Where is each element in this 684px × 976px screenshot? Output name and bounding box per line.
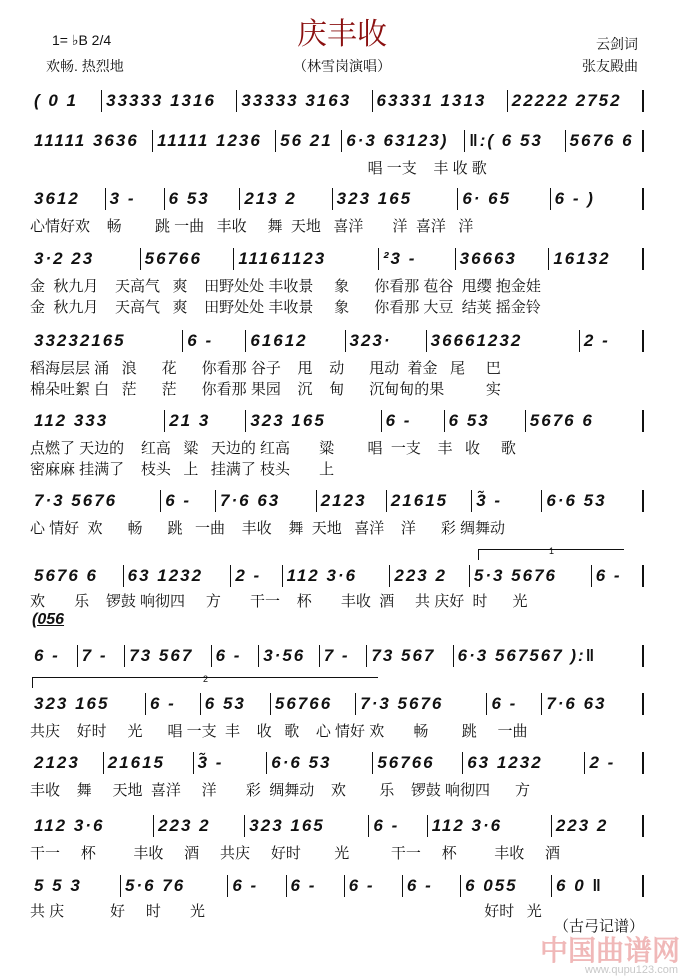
lyric-line: 共 庆 好 时 光 好时 光 xyxy=(30,903,542,920)
measure: 73 567 xyxy=(367,645,453,667)
lyric-line: 稻海层层 涌 浪 花 你看那 谷子 甩 动 甩动 着金 尾 巴 xyxy=(30,360,501,377)
measure: 16132 xyxy=(549,248,644,270)
measure: 63 1232 xyxy=(124,565,232,587)
tempo-marking: 欢畅. 热烈地 xyxy=(46,58,124,74)
song-title: 庆丰收 xyxy=(297,18,387,51)
notation-row xyxy=(30,248,644,270)
measure: 21 3 xyxy=(165,410,246,432)
lyric-line: 丰收 舞 天地 喜洋 洋 彩 绸舞动 欢 乐 锣鼓 响彻四 方 xyxy=(30,782,531,799)
lyric-line: 棉朵吐絮 白 茫 茫 你看那 果园 沉 甸 沉甸甸的果 实 xyxy=(30,381,501,398)
notation-row xyxy=(30,815,644,837)
measure: 7 - xyxy=(320,645,368,667)
measure: 6 - xyxy=(183,330,246,352)
lyric-line: 心情好欢 畅 跳 一曲 丰收 舞 天地 喜洋 洋 喜洋 洋 xyxy=(30,218,474,235)
notation-row xyxy=(30,490,644,512)
measure: 6 - xyxy=(146,693,201,715)
measure: 5 5 3 xyxy=(30,875,121,897)
measure: 2123 xyxy=(317,490,387,512)
lyric-line: 干一 杯 丰收 酒 共庆 好时 光 干一 杯 丰收 酒 xyxy=(30,845,561,862)
measure: 323 165 xyxy=(245,815,369,837)
measure: 2 - xyxy=(585,752,644,774)
measure: 22222 2752 xyxy=(508,90,644,112)
measure: 56 21 xyxy=(276,130,342,152)
measure: 3̃ - xyxy=(194,752,268,774)
measure: 56766 xyxy=(271,693,356,715)
measure: 3 - xyxy=(106,188,165,210)
measure: 213 2 xyxy=(240,188,332,210)
measure: 36661232 xyxy=(427,330,580,352)
watermark-logo: 中国曲谱网 xyxy=(539,935,680,966)
measure: 6· 65 xyxy=(458,188,550,210)
lyric-line: 密麻麻 挂满了 枝头 上 挂满了 枝头 上 xyxy=(30,461,335,478)
measure: 6 0 ‖ xyxy=(552,875,644,897)
measure: 3·2 23 xyxy=(30,248,141,270)
measure: 112 3·6 xyxy=(428,815,552,837)
measure: 6 - xyxy=(403,875,461,897)
notation-row xyxy=(30,693,644,715)
lyric-line: 欢 乐 锣鼓 响彻四 方 干一 杯 丰收 酒 共 庆好 时 光 xyxy=(30,593,528,610)
notation-row xyxy=(30,330,644,352)
transcriber-credit: （古弓记谱） xyxy=(553,918,644,935)
measure: 6 - ) xyxy=(551,188,644,210)
measure: 5676 6 xyxy=(566,130,644,152)
lyric-line: 心 情好 欢 畅 跳 一曲 丰收 舞 天地 喜洋 洋 彩 绸舞动 xyxy=(30,520,506,537)
measure: 7·3 5676 xyxy=(356,693,487,715)
measure: 33333 1316 xyxy=(102,90,237,112)
notation-row xyxy=(30,565,644,587)
measure: 323 165 xyxy=(333,188,459,210)
measure: 6 - xyxy=(369,815,427,837)
watermark-url: www.qupu123.com xyxy=(585,964,678,976)
notation-row xyxy=(30,188,644,210)
measure: 7·6 63 xyxy=(216,490,317,512)
measure: 11111 1236 xyxy=(153,130,276,152)
composer-credit: 张友殿曲 xyxy=(582,58,638,74)
measure: 2123 xyxy=(30,752,104,774)
measure: 73 567 xyxy=(125,645,211,667)
measure: 61612 xyxy=(246,330,345,352)
measure: 6 - xyxy=(287,875,345,897)
measure: 6 53 xyxy=(445,410,526,432)
measure: 7·3 5676 xyxy=(30,490,161,512)
measure: 223 2 xyxy=(390,565,470,587)
measure: 6·3 567567 ):‖ xyxy=(454,645,644,667)
measure: 6 - xyxy=(382,410,445,432)
measure: ( 0 1 xyxy=(30,90,102,112)
lyric-line: 点燃了 天边的 红高 粱 天边的 红高 粱 唱 一支 丰 收 歌 xyxy=(30,440,516,457)
notation-row xyxy=(30,875,644,897)
notation-row xyxy=(30,90,644,112)
measure: 112 333 xyxy=(30,410,165,432)
measure: 112 3·6 xyxy=(30,815,154,837)
measure: 6·3 63123) xyxy=(342,130,465,152)
measure: 6 - xyxy=(487,693,542,715)
notation-row xyxy=(30,130,644,152)
measure: 6 - xyxy=(212,645,260,667)
lyric-line: 共庆 好时 光 唱 一支 丰 收 歌 心 情好 欢 畅 跳 一曲 xyxy=(30,723,528,740)
lyricist-credit: 云剑词 xyxy=(596,36,638,52)
lyric-line: 金 秋九月 天高气 爽 田野处处 丰收景 象 你看那 大豆 结荚 摇金铃 xyxy=(30,299,541,316)
measure: 2 - xyxy=(231,565,282,587)
measure: 21615 xyxy=(387,490,472,512)
measure: ²3 - xyxy=(379,248,456,270)
key-signature: 1= ♭B 2/4 xyxy=(52,32,112,48)
measure: 6·6 53 xyxy=(267,752,373,774)
measure: 3612 xyxy=(30,188,106,210)
measure: 63 1232 xyxy=(463,752,585,774)
lyric-line: 唱 一支 丰 收 歌 xyxy=(30,160,487,177)
measure: 7·6 63 xyxy=(542,693,644,715)
measure: 6 - xyxy=(30,645,78,667)
measure: 6 - xyxy=(161,490,216,512)
notation-row xyxy=(30,410,644,432)
volta-bracket: 1 xyxy=(478,549,624,560)
notation-row xyxy=(30,752,644,774)
lyric-line: 金 秋九月 天高气 爽 田野处处 丰收景 象 你看那 苞谷 甩缨 抱金娃 xyxy=(30,278,541,295)
measure: 7 - xyxy=(78,645,126,667)
measure: 5·3 5676 xyxy=(470,565,592,587)
measure: 323 165 xyxy=(30,693,146,715)
measure: ‖:( 6 53 xyxy=(465,130,565,152)
measure: 6 055 xyxy=(461,875,552,897)
measure: 5676 6 xyxy=(526,410,644,432)
measure: 112 3·6 xyxy=(283,565,391,587)
singer-credit: （林雪岗演唱） xyxy=(293,58,391,74)
measure: 63331 1313 xyxy=(373,90,508,112)
measure: 3̃ - xyxy=(472,490,542,512)
measure: 6 53 xyxy=(165,188,241,210)
measure: 33232165 xyxy=(30,330,183,352)
measure: 21615 xyxy=(104,752,194,774)
measure: 223 2 xyxy=(552,815,644,837)
measure: 6 - xyxy=(228,875,286,897)
measure: 11111 3636 xyxy=(30,130,153,152)
volta-bracket: 2 xyxy=(32,677,378,688)
measure: 5·6 76 xyxy=(121,875,228,897)
notation-row xyxy=(30,645,644,667)
measure: 11161123 xyxy=(234,248,379,270)
measure: 6·6 53 xyxy=(542,490,644,512)
measure: 3·56 xyxy=(259,645,320,667)
measure: 6 - xyxy=(345,875,403,897)
measure: 36663 xyxy=(456,248,550,270)
measure: 6 53 xyxy=(201,693,271,715)
pickup-notes: (056 xyxy=(32,611,65,628)
measure: 6 - xyxy=(592,565,644,587)
measure: 56766 xyxy=(373,752,463,774)
measure: 323· xyxy=(346,330,427,352)
measure: 223 2 xyxy=(154,815,245,837)
measure: 33333 3163 xyxy=(237,90,372,112)
measure: 2 - xyxy=(580,330,644,352)
measure: 5676 6 xyxy=(30,565,124,587)
measure: 323 165 xyxy=(246,410,381,432)
measure: 56766 xyxy=(141,248,235,270)
